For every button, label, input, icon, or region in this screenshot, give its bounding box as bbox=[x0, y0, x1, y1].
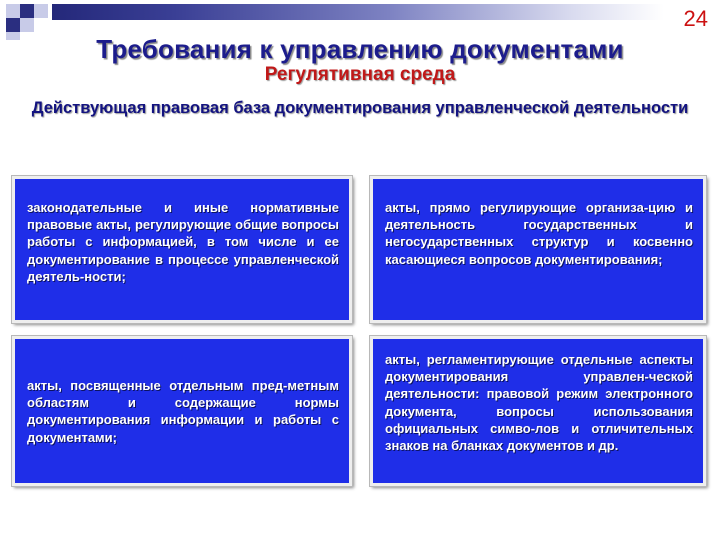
info-card-legislative-acts bbox=[12, 176, 352, 323]
decor-square bbox=[20, 4, 34, 18]
info-card-text: законодательные и иные нормативные правовые акты, регулирующие общие вопросы работы с информацией, в том числе и ее документирование в процессе управленческой деятель-ности; bbox=[27, 200, 339, 284]
decor-square bbox=[6, 4, 20, 18]
info-card-text: акты, прямо регулирующие организа-цию и деятельность государственных и негосударственных структур и косвенно касающиеся вопросов документирования; bbox=[385, 200, 693, 267]
decor-square bbox=[6, 18, 20, 32]
page-number: 24 bbox=[683, 6, 708, 31]
decor-gradient-bar bbox=[52, 4, 664, 20]
info-card-subject-area-acts bbox=[12, 336, 352, 486]
slide-heading: Действующая правовая база документирования управленческой деятельности bbox=[31, 99, 689, 117]
slide-subtitle: Регулятивная среда bbox=[264, 64, 456, 85]
info-card-organizational-acts bbox=[370, 176, 706, 323]
info-card-text: акты, посвященные отдельным пред-метным областям и содержащие нормы документирования информации и работы с документами; bbox=[27, 378, 339, 445]
decor-square bbox=[20, 18, 34, 32]
slide-title: Требования к управлению документами bbox=[96, 34, 624, 64]
info-card-text: акты, регламентирующие отдельные аспекты документирования управлен-ческой деятельности: правовой режим электронного документа, вопросы использования официальных симво-лов и отличительных знаков на бланках документов и др. bbox=[385, 352, 693, 454]
info-card-regulatory-acts bbox=[370, 336, 706, 486]
decor-square bbox=[34, 4, 48, 18]
